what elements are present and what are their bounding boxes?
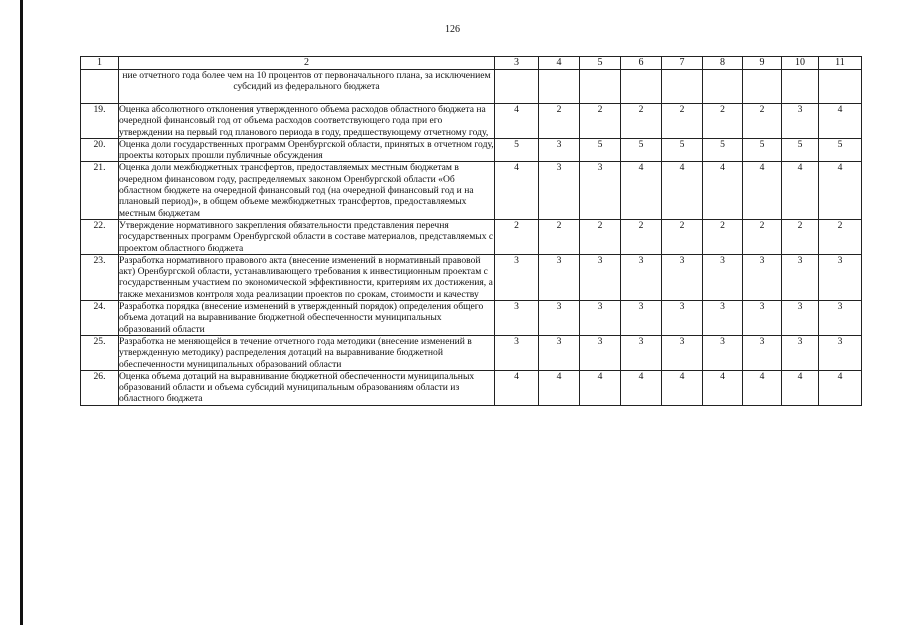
value-cell: 3 — [743, 254, 782, 300]
value-cell: 3 — [621, 254, 662, 300]
value-cell: 3 — [782, 254, 819, 300]
row-description: Оценка абсолютного отклонения утвержденного объема расходов областного бюджета на очередной финансовый год от объема расходов соответствующего года при его утверждении на первый год планового периода в году, предшествующему отчетному году, — [119, 104, 495, 139]
value-cell: 3 — [621, 301, 662, 336]
value-cell: 5 — [782, 138, 819, 162]
value-cell — [495, 70, 539, 104]
column-header: 11 — [819, 57, 862, 70]
value-cell: 3 — [539, 301, 580, 336]
value-cell: 2 — [580, 219, 621, 254]
scan-edge-bar — [20, 0, 23, 625]
table-row — [81, 219, 862, 254]
value-cell — [743, 70, 782, 104]
value-cell: 4 — [743, 162, 782, 219]
value-cell: 2 — [539, 219, 580, 254]
value-cell: 4 — [782, 162, 819, 219]
row-description: Утверждение нормативного закрепления обязательности представления перечня государственных программ Оренбургской области в составе материалов, представляемых с проектом областного бюджета — [119, 219, 494, 254]
row-description: Разработка нормативного правового акта (внесение изменений в нормативный правовой акт) Оренбургской области, устанавливающего требования к инвестиционным проектам с государственным участием по экономической эффективности, критериям их достижения, а также механизмов контроля хода реализации проектов по срокам, стоимости и качеству — [119, 254, 493, 300]
table-row — [81, 254, 862, 300]
value-cell: 3 — [539, 162, 580, 219]
value-cell: 2 — [580, 104, 621, 139]
value-cell: 3 — [743, 301, 782, 336]
value-cell: 3 — [703, 335, 743, 370]
value-cell: 3 — [819, 335, 862, 370]
value-cell: 3 — [662, 254, 703, 300]
value-cell: 2 — [495, 219, 539, 254]
value-cell: 3 — [819, 254, 862, 300]
continuation-row — [81, 70, 862, 104]
value-cell: 3 — [539, 335, 580, 370]
column-header: 9 — [743, 57, 782, 70]
value-cell: 2 — [743, 104, 782, 139]
value-cell: 3 — [580, 301, 621, 336]
value-cell: 3 — [495, 254, 539, 300]
value-cell: 4 — [495, 370, 539, 405]
value-cell: 3 — [819, 301, 862, 336]
value-cell: 3 — [782, 104, 819, 139]
value-cell: 3 — [662, 301, 703, 336]
value-cell: 4 — [580, 370, 621, 405]
row-description: Разработка порядка (внесение изменений в утвержденный порядок) определения общего объема дотаций на выравнивание бюджетной обеспеченности муниципальных образований области — [119, 301, 495, 336]
row-number: 24. — [81, 301, 119, 336]
table-row — [81, 301, 862, 336]
table-row — [81, 138, 862, 162]
value-cell: 2 — [621, 219, 662, 254]
value-cell: 3 — [743, 335, 782, 370]
value-cell: 4 — [703, 370, 743, 405]
value-cell — [782, 70, 819, 104]
value-cell: 2 — [819, 219, 862, 254]
value-cell: 2 — [621, 104, 662, 139]
value-cell: 4 — [743, 370, 782, 405]
table-row — [81, 370, 862, 405]
column-header: 7 — [662, 57, 703, 70]
value-cell: 3 — [782, 335, 819, 370]
value-cell — [662, 70, 703, 104]
value-cell: 5 — [580, 138, 621, 162]
value-cell: 5 — [662, 138, 703, 162]
value-cell: 4 — [539, 370, 580, 405]
value-cell: 4 — [819, 104, 862, 139]
column-header: 2 — [119, 57, 495, 70]
evaluation-table — [80, 56, 862, 406]
value-cell: 4 — [703, 162, 743, 219]
table-row — [81, 162, 862, 219]
value-cell: 2 — [662, 104, 703, 139]
row-description: Оценка объема дотаций на выравнивание бюджетной обеспеченности муниципальных образований области и объема субсидий муниципальным образованиям области из областного бюджета — [119, 370, 495, 405]
column-header: 5 — [580, 57, 621, 70]
row-description: Оценка доли межбюджетных трансфертов, предоставляемых местным бюджетам в очередном финансовом году, распределяемых законом Оренбургской области «Об областном бюджете на очередной финансовый год (на очередной финансовый год и на плановый период)», в общем объеме межбюджетных трансфертов, предоставляемых местным бюджетам — [119, 162, 495, 219]
row-description: Разработка не меняющейся в течение отчетного года методики (внесение изменений в утвержденную методику) распределения дотаций на выравнивание бюджетной обеспеченности муниципальных образований области — [119, 335, 495, 370]
value-cell: 3 — [580, 254, 621, 300]
value-cell — [621, 70, 662, 104]
value-cell: 2 — [743, 219, 782, 254]
header-row — [81, 57, 862, 70]
row-number-cell — [81, 70, 119, 104]
value-cell: 4 — [782, 370, 819, 405]
value-cell: 5 — [819, 138, 862, 162]
value-cell: 3 — [539, 138, 580, 162]
value-cell: 2 — [703, 104, 743, 139]
table-row — [81, 104, 862, 139]
value-cell — [703, 70, 743, 104]
table-row — [81, 335, 862, 370]
column-header: 8 — [703, 57, 743, 70]
continuation-text: ние отчетного года более чем на 10 процентов от первоначального плана, за исключением субсидий из федерального бюджета — [119, 70, 495, 104]
value-cell: 3 — [703, 301, 743, 336]
row-number: 20. — [81, 138, 119, 162]
value-cell: 5 — [743, 138, 782, 162]
value-cell: 4 — [662, 162, 703, 219]
value-cell: 5 — [495, 138, 539, 162]
value-cell: 2 — [703, 219, 743, 254]
value-cell: 4 — [819, 162, 862, 219]
page-number: 126 — [445, 24, 460, 35]
value-cell — [539, 70, 580, 104]
value-cell: 3 — [495, 335, 539, 370]
value-cell: 4 — [662, 370, 703, 405]
value-cell: 3 — [580, 335, 621, 370]
value-cell: 2 — [539, 104, 580, 139]
row-number: 19. — [81, 104, 119, 139]
column-header: 4 — [539, 57, 580, 70]
column-header: 6 — [621, 57, 662, 70]
value-cell — [819, 70, 862, 104]
value-cell: 4 — [819, 370, 862, 405]
value-cell: 3 — [539, 254, 580, 300]
value-cell: 3 — [580, 162, 621, 219]
value-cell: 2 — [782, 219, 819, 254]
column-header: 1 — [81, 57, 119, 70]
value-cell: 3 — [495, 301, 539, 336]
row-number: 21. — [81, 162, 119, 219]
value-cell: 3 — [703, 254, 743, 300]
value-cell: 5 — [621, 138, 662, 162]
row-description: Оценка доли государственных программ Оренбургской области, принятых в отчетном году, проекты которых прошли публичные обсуждения — [119, 138, 494, 162]
value-cell: 3 — [782, 301, 819, 336]
row-number: 23. — [81, 254, 119, 300]
value-cell: 4 — [495, 162, 539, 219]
value-cell: 4 — [495, 104, 539, 139]
value-cell: 3 — [621, 335, 662, 370]
value-cell: 4 — [621, 370, 662, 405]
row-number: 22. — [81, 219, 119, 254]
column-header: 3 — [495, 57, 539, 70]
value-cell: 4 — [621, 162, 662, 219]
value-cell: 3 — [662, 335, 703, 370]
value-cell: 5 — [703, 138, 743, 162]
value-cell — [580, 70, 621, 104]
column-header: 10 — [782, 57, 819, 70]
value-cell: 2 — [662, 219, 703, 254]
row-number: 25. — [81, 335, 119, 370]
row-number: 26. — [81, 370, 119, 405]
